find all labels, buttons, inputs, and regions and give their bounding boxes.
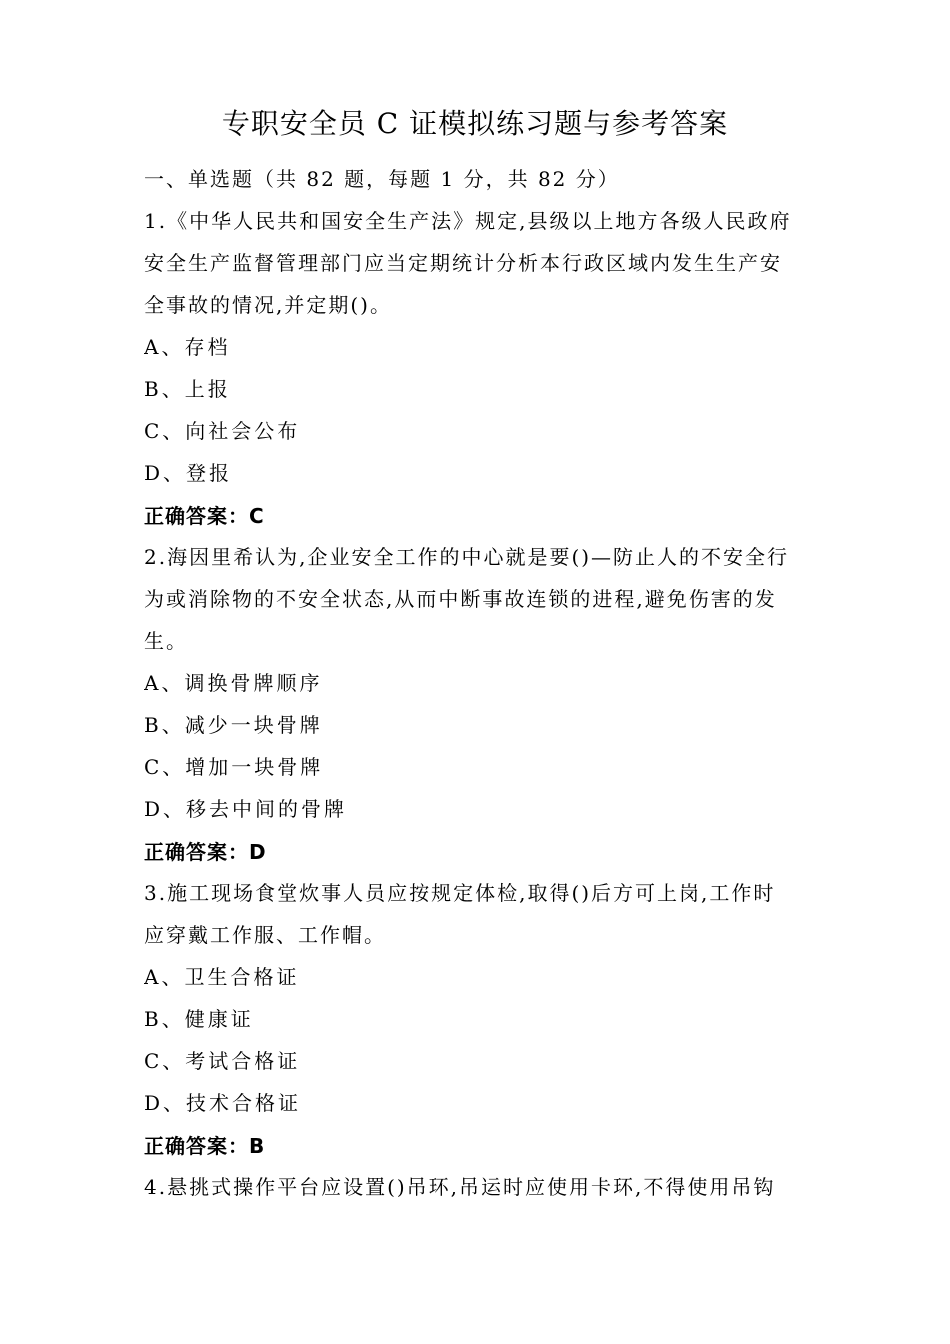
question-3-answer: 正确答案：B [144,1134,266,1158]
question-3-option-b: B、健康证 [144,1007,254,1031]
question-1-option-c: C、向社会公布 [144,419,301,443]
section-heading: 一、单选题（共 82 题，每题 1 分，共 82 分） [144,167,620,191]
document-title: 专职安全员 C 证模拟练习题与参考答案 [221,107,729,140]
question-2-line-2: 为或消除物的不安全状态,从而中断事故连锁的进程,避免伤害的发 [144,587,777,611]
question-3-option-a: A、卫生合格证 [144,965,300,989]
question-3-line-2: 应穿戴工作服、工作帽。 [144,923,386,947]
question-1-answer: 正确答案：C [144,504,265,528]
question-1-line-2: 安全生产监督管理部门应当定期统计分析本行政区域内发生生产安 [144,251,782,275]
question-2-option-b: B、减少一块骨牌 [144,713,323,737]
question-3-option-c: C、考试合格证 [144,1049,301,1073]
question-1-option-d: D、登报 [144,461,233,485]
question-4-line-1: 4.悬挑式操作平台应设置()吊环,吊运时应使用卡环,不得使用吊钩 [144,1175,776,1199]
question-3-option-d: D、技术合格证 [144,1091,302,1115]
question-1-option-b: B、上报 [144,377,231,401]
question-2-option-d: D、移去中间的骨牌 [144,797,348,821]
question-2-option-c: C、增加一块骨牌 [144,755,324,779]
question-1-line-1: 1.《中华人民共和国安全生产法》规定,县级以上地方各级人民政府 [144,209,792,233]
question-2-option-a: A、调换骨牌顺序 [144,671,323,695]
question-1-line-3: 全事故的情况,并定期()。 [144,293,392,317]
question-2-line-1: 2.海因里希认为,企业安全工作的中心就是要()—防止人的不安全行 [144,545,790,569]
question-3-line-1: 3.施工现场食堂炊事人员应按规定体检,取得()后方可上岗,工作时 [144,881,776,905]
question-1-option-a: A、存档 [144,335,231,359]
question-2-answer: 正确答案：D [144,840,267,864]
question-2-line-3: 生。 [144,629,188,653]
